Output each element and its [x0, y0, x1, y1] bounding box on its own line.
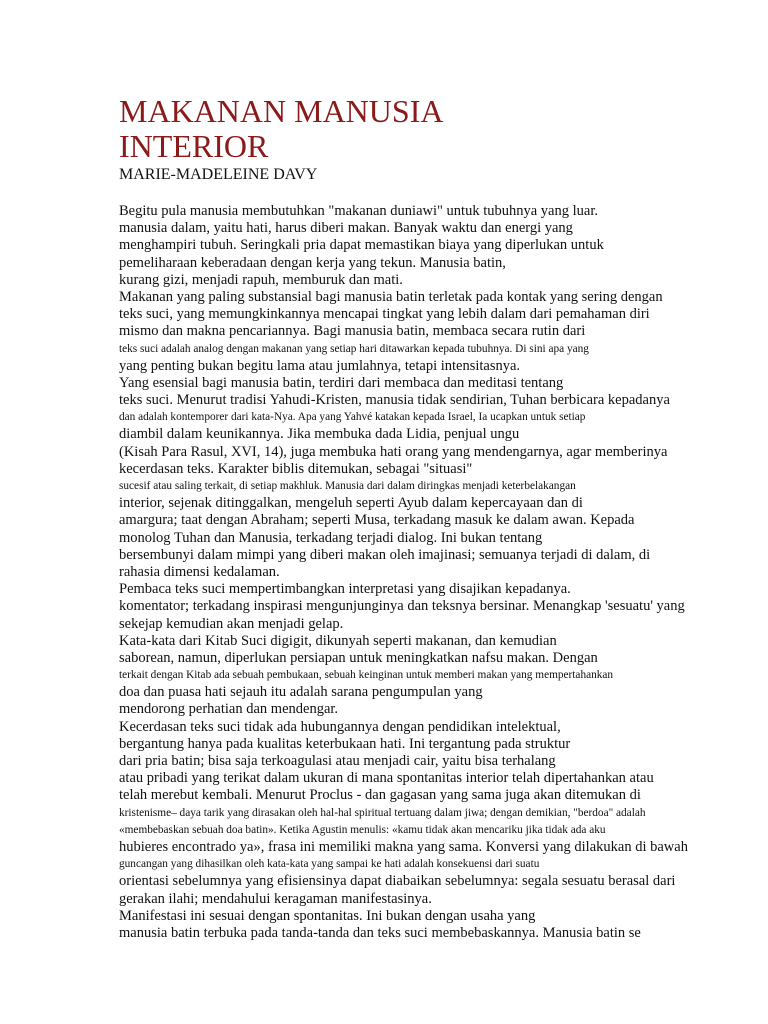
text-line: «membebaskan sebuah doa batin». Ketika Agustin menulis: «kamu tidak akan mencariku jika tidak ada aku: [119, 823, 606, 836]
text-line: mismo dan makna pencariannya. Bagi manusia batin, membaca secara rutin dari: [119, 323, 586, 340]
text-line: Kata-kata dari Kitab Suci digigit, dikunyah seperti makanan, dan kemudian: [119, 632, 557, 649]
text-line: teks suci. Menurut tradisi Yahudi-Kristen, manusia tidak sendirian, Tuhan berbicara kepadanya: [119, 392, 670, 409]
text-line: teks suci, yang memungkinkannya mencapai tingkat yang lebih dalam dari pemahaman diri: [119, 306, 650, 323]
text-line: dan adalah kontemporer dari kata-Nya. Apa yang Yahvé katakan kepada Israel, Ia ucapkan untuk setiap: [119, 411, 586, 424]
text-line: mendorong perhatian dan mendengar.: [119, 701, 339, 718]
text-line: kurang gizi, menjadi rapuh, memburuk dan mati.: [119, 271, 403, 288]
text-line: saborean, namun, diperlukan persiapan untuk meningkatkan nafsu makan. Dengan: [119, 649, 598, 666]
text-line: dari pria batin; bisa saja terkoagulasi atau menjadi cair, yaitu bisa terhalang: [119, 753, 556, 769]
text-line: yang penting bukan begitu lama atau jumlahnya, tetapi intensitasnya.: [119, 357, 521, 374]
text-line: komentator; terkadang inspirasi mengunjunginya dan teksnya bersinar. Menangkap 'sesuatu' yang: [119, 598, 685, 615]
text-line: teks suci adalah analog dengan makanan yang setiap hari ditawarkan kepada tubuhnya. Di sini apa yang: [119, 342, 589, 355]
text-line: rahasia dimensi kedalaman.: [119, 563, 280, 580]
text-line: Pembaca teks suci mempertimbangkan interpretasi yang disajikan kepadanya.: [119, 581, 571, 598]
text-line: sekejap kemudian akan menjadi gelap.: [119, 615, 344, 632]
text-line: atau pribadi yang terikat dalam ukuran di mana spontanitas interior telah dipertahankan atau: [119, 770, 654, 787]
title-line-2: INTERIOR: [119, 128, 269, 164]
text-line: Kecerdasan teks suci tidak ada hubungannya dengan pendidikan intelektual,: [119, 718, 561, 735]
text-line: bersembunyi dalam mimpi yang diberi makan oleh imajinasi; semuanya terjadi di dalam, di: [119, 546, 651, 563]
text-line: Begitu pula manusia membutuhkan "makanan duniawi" untuk tubuhnya yang luar.: [119, 203, 598, 219]
text-line: pemeliharaan keberadaan dengan kerja yang tekun. Manusia batin,: [119, 254, 506, 271]
text-line: monolog Tuhan dan Manusia, terkadang terjadi dialog. Ini bukan tentang: [119, 529, 543, 546]
text-line: kristenisme– daya tarik yang dirasakan oleh hal-hal spiritual tertuang dalam jiwa; dengan demikian, "berdoa" adalah: [119, 806, 646, 819]
text-line: kecerdasan teks. Karakter biblis ditemukan, sebagai "situasi": [119, 460, 473, 477]
text-line: sucesif atau saling terkait, di setiap makhluk. Manusia dari dalam diringkas menjadi keterbelakangan: [119, 480, 576, 492]
text-line: menghampiri tubuh. Seringkali pria dapat memastikan biaya yang diperlukan untuk: [119, 237, 604, 254]
text-line: bergantung hanya pada kualitas keterbukaan hati. Ini tergantung pada struktur: [119, 735, 571, 752]
author-name: MARIE-MADELEINE DAVY: [119, 166, 318, 183]
title-line-1: MAKANAN MANUSIA: [119, 93, 444, 129]
body-text: [119, 203, 719, 942]
text-line: (Kisah Para Rasul, XVI, 14), juga membuka hati orang yang mendengarnya, agar memberinya: [119, 443, 668, 460]
text-line: Makanan yang paling substansial bagi manusia batin terletak pada kontak yang sering dengan: [119, 288, 663, 305]
text-line: amargura; taat dengan Abraham; seperti Musa, terkadang masuk ke dalam awan. Kepada: [119, 512, 635, 529]
text-line: terkait dengan Kitab ada sebuah pembukaan, sebuah keinginan untuk memberi makan yang mempertahankan: [119, 669, 614, 682]
text-line: interior, sejenak ditinggalkan, mengeluh seperti Ayub dalam kepercayaan dan di: [119, 495, 583, 512]
text-line: orientasi sebelumnya yang efisiensinya dapat diabaikan sebelumnya: segala sesuatu berasal dari: [119, 873, 676, 890]
text-line: Yang esensial bagi manusia batin, terdiri dari membaca dan meditasi tentang: [119, 374, 564, 391]
text-line: Manifestasi ini sesuai dengan spontanitas. Ini bukan dengan usaha yang: [119, 907, 536, 924]
text-line: gerakan ilahi; mendahului keragaman manifestasinya.: [119, 890, 432, 907]
text-line: guncangan yang dihasilkan oleh kata-kata yang sampai ke hati adalah konsekuensi dari suatu: [119, 858, 540, 871]
document-title: [119, 94, 443, 164]
text-line: manusia batin terbuka pada tanda-tanda dan teks suci membebaskannya. Manusia batin se: [119, 924, 641, 941]
text-line: diambil dalam keunikannya. Jika membuka dada Lidia, penjual ungu: [119, 426, 520, 443]
text-line: manusia dalam, yaitu hati, harus diberi makan. Banyak waktu dan energi yang: [119, 220, 573, 237]
text-line: doa dan puasa hati sejauh itu adalah sarana pengumpulan yang: [119, 684, 483, 701]
text-line: hubieres encontrado ya», frasa ini memiliki makna yang sama. Konversi yang dilakukan di bawah: [119, 838, 688, 855]
text-line: telah merebut kembali. Menurut Proclus - dan gagasan yang sama juga akan ditemukan di: [119, 787, 641, 804]
